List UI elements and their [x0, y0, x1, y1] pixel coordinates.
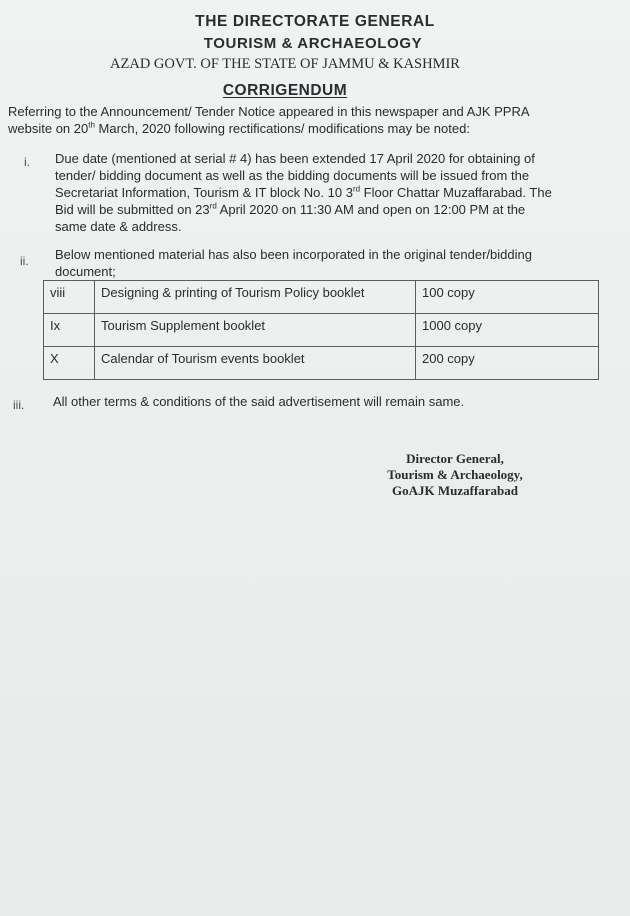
intro-line-2-sup: th [88, 120, 95, 130]
item-i-line-4-text: Bid will be submitted on 23 [55, 202, 210, 217]
heading-directorate: THE DIRECTORATE GENERAL [195, 13, 435, 30]
table-cell-quantity: 200 copy [416, 347, 599, 380]
item-number-i: i. [24, 155, 30, 169]
signature-title: Director General, [406, 451, 504, 466]
item-i-line-2: tender/ bidding document as well as the bidding documents will be issued from the [55, 168, 530, 183]
item-ii-paragraph [55, 246, 615, 280]
item-i-line-3-text: Secretariat Information, Tourism & IT block No. 10 3 [55, 185, 353, 200]
item-ii-line-1: Below mentioned material has also been incorporated in the original tender/bidding [55, 247, 532, 262]
item-number-ii: ii. [20, 254, 29, 268]
table-row [44, 314, 599, 347]
item-i-line-4-sup: rd [209, 201, 217, 211]
heading-department: TOURISM & ARCHAEOLOGY [203, 35, 423, 52]
item-i-line-3-rest: Floor Chattar Muzaffarabad. The [360, 185, 552, 200]
item-i-line-1: Due date (mentioned at serial # 4) has been extended 17 April 2020 for obtaining of [55, 151, 535, 166]
item-i-line-4-rest: April 2020 on 11:30 AM and open on 12:00 PM at the [216, 202, 526, 217]
intro-line-2-text: website on 20 [8, 121, 89, 136]
table-row [44, 281, 599, 314]
table-cell-description: Designing & printing of Tourism Policy booklet [95, 281, 416, 314]
materials-table [43, 280, 599, 380]
intro-paragraph [8, 103, 614, 137]
table-cell-serial: X [44, 347, 95, 380]
item-i-line-4 [55, 201, 615, 218]
document-title [0, 82, 600, 100]
item-i-line-3-sup: rd [352, 184, 361, 194]
table-row [44, 347, 599, 380]
intro-line-1: Referring to the Announcement/ Tender Notice appeared in this newspaper and AJK PPRA [8, 104, 530, 119]
signature-department: Tourism & Archaeology, [387, 467, 523, 482]
item-number-iii: iii. [13, 398, 25, 412]
table-cell-quantity: 100 copy [416, 281, 599, 314]
table-cell-description: Calendar of Tourism events booklet [95, 347, 416, 380]
item-ii-line-2: document; [55, 264, 116, 279]
intro-line-2-rest: March, 2020 following rectifications/ modifications may be noted: [94, 121, 470, 136]
table-cell-serial: Ix [44, 314, 95, 347]
item-i-line-5: same date & address. [55, 219, 182, 234]
heading-government: AZAD GOVT. OF THE STATE OF JAMMU & KASHMIR [110, 56, 460, 72]
signature-location: GoAJK Muzaffarabad [391, 483, 519, 498]
item-i-line-3 [55, 184, 615, 201]
intro-line-2 [8, 120, 614, 137]
item-i-paragraph [55, 150, 615, 235]
table-cell-quantity: 1000 copy [416, 314, 599, 347]
signature-block [360, 451, 550, 499]
table-cell-serial: viii [44, 281, 95, 314]
item-iii-paragraph [53, 393, 613, 410]
item-iii-line-1: All other terms & conditions of the said advertisement will remain same. [53, 394, 465, 409]
table-cell-description: Tourism Supplement booklet [95, 314, 416, 347]
corrigendum-title: CORRIGENDUM [222, 82, 348, 99]
